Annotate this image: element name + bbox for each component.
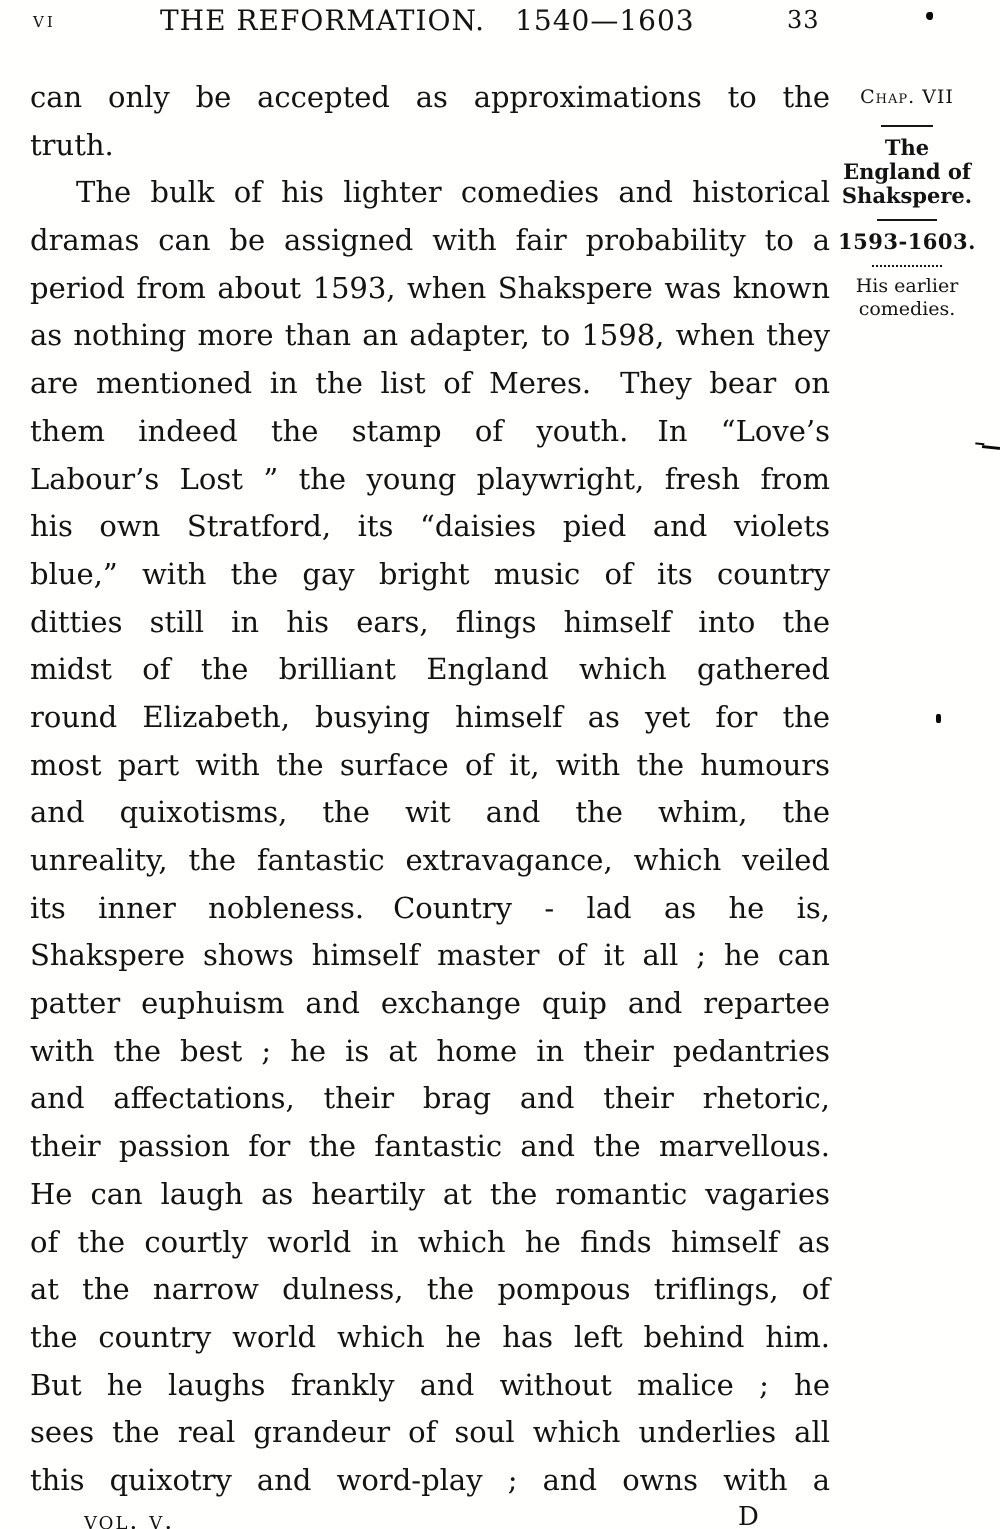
text-line: are mentioned in the list of Meres. They bear on xyxy=(30,366,830,401)
sidenote-comment xyxy=(838,275,976,321)
text-line: this quixotry and word-play ; and owns with a xyxy=(30,1462,830,1497)
text-line: the country world which he has left behind him. xyxy=(30,1319,830,1354)
sidenote-divider xyxy=(881,125,933,127)
page-number: 33 xyxy=(787,6,820,34)
text-line: as nothing more than an adapter, to 1598, when they xyxy=(30,318,830,353)
text-line: He can laugh as heartily at the romantic vagaries xyxy=(30,1176,830,1211)
signature-mark: D xyxy=(738,1502,759,1529)
sidenote-title-line: The xyxy=(884,135,930,160)
sidenote-dates: 1593-1603. xyxy=(838,229,976,254)
text-line: and affectations, their brag and their rhetoric, xyxy=(30,1081,830,1116)
text-line: most part with the surface of it, with the humours xyxy=(30,747,830,782)
text-line: Shakspere shows himself master of it all ; he can xyxy=(30,938,830,973)
text-line: its inner nobleness. Country - lad as he is, xyxy=(30,890,830,925)
sidenote-divider-dotted xyxy=(872,265,942,267)
text-line: The bulk of his lighter comedies and historical xyxy=(76,175,830,210)
text-line: patter euphuism and exchange quip and repartee xyxy=(30,986,830,1021)
sidenote-comment-line: His earlier xyxy=(855,275,959,297)
text-line: with the best ; he is at home in their pedantries xyxy=(30,1033,830,1068)
running-title: THE REFORMATION. 1540—1603 xyxy=(160,4,695,37)
text-line: them indeed the stamp of youth. In “Love’s xyxy=(30,413,830,448)
text-line: at the narrow dulness, the pompous triflings, of xyxy=(30,1272,830,1307)
text-line: round Elizabeth, busying himself as yet for the xyxy=(30,699,830,734)
sidenote-title-line: England of xyxy=(843,159,971,184)
text-line: of the courtly world in which he finds himself as xyxy=(30,1224,830,1259)
ink-squiggle xyxy=(982,445,1000,450)
volume-label: vol. v. xyxy=(84,1506,175,1529)
text-line: their passion for the fantastic and the marvellous. xyxy=(30,1129,830,1164)
text-line: dramas can be assigned with fair probability to a xyxy=(30,223,830,258)
text-line: Labour’s Lost ” the young playwright, fresh from xyxy=(30,461,830,496)
text-line: blue,” with the gay bright music of its country xyxy=(30,556,830,591)
body-text xyxy=(30,74,830,1505)
text-line: But he laughs frankly and without malice ; he xyxy=(30,1367,830,1402)
ink-speck xyxy=(926,12,933,20)
sidenote-divider xyxy=(877,219,937,221)
text-line: sees the real grandeur of soul which underlies all xyxy=(30,1415,830,1450)
sidenote-title xyxy=(838,136,976,208)
sidenote-comment-line: comedies. xyxy=(858,298,956,320)
text-line: and quixotisms, the wit and the whim, the xyxy=(30,795,830,830)
text-line: truth. xyxy=(30,127,114,162)
text-line: can only be accepted as approximations to the xyxy=(30,80,830,114)
sidenote-title-line: Shakspere. xyxy=(841,183,973,208)
sidenote-column xyxy=(838,86,976,321)
text-line: period from about 1593, when Shakspere was known xyxy=(30,270,830,305)
chapter-heading: Chap. VII xyxy=(860,86,954,108)
ink-speck xyxy=(936,714,941,723)
text-line: ditties still in his ears, flings himself into the xyxy=(30,604,830,639)
text-line: his own Stratford, its “daisies pied and violets xyxy=(30,509,830,544)
text-line: midst of the brilliant England which gathered xyxy=(30,652,830,687)
text-line: unreality, the fantastic extravagance, which veiled xyxy=(30,843,830,877)
chapter-folio: vi xyxy=(33,8,56,32)
